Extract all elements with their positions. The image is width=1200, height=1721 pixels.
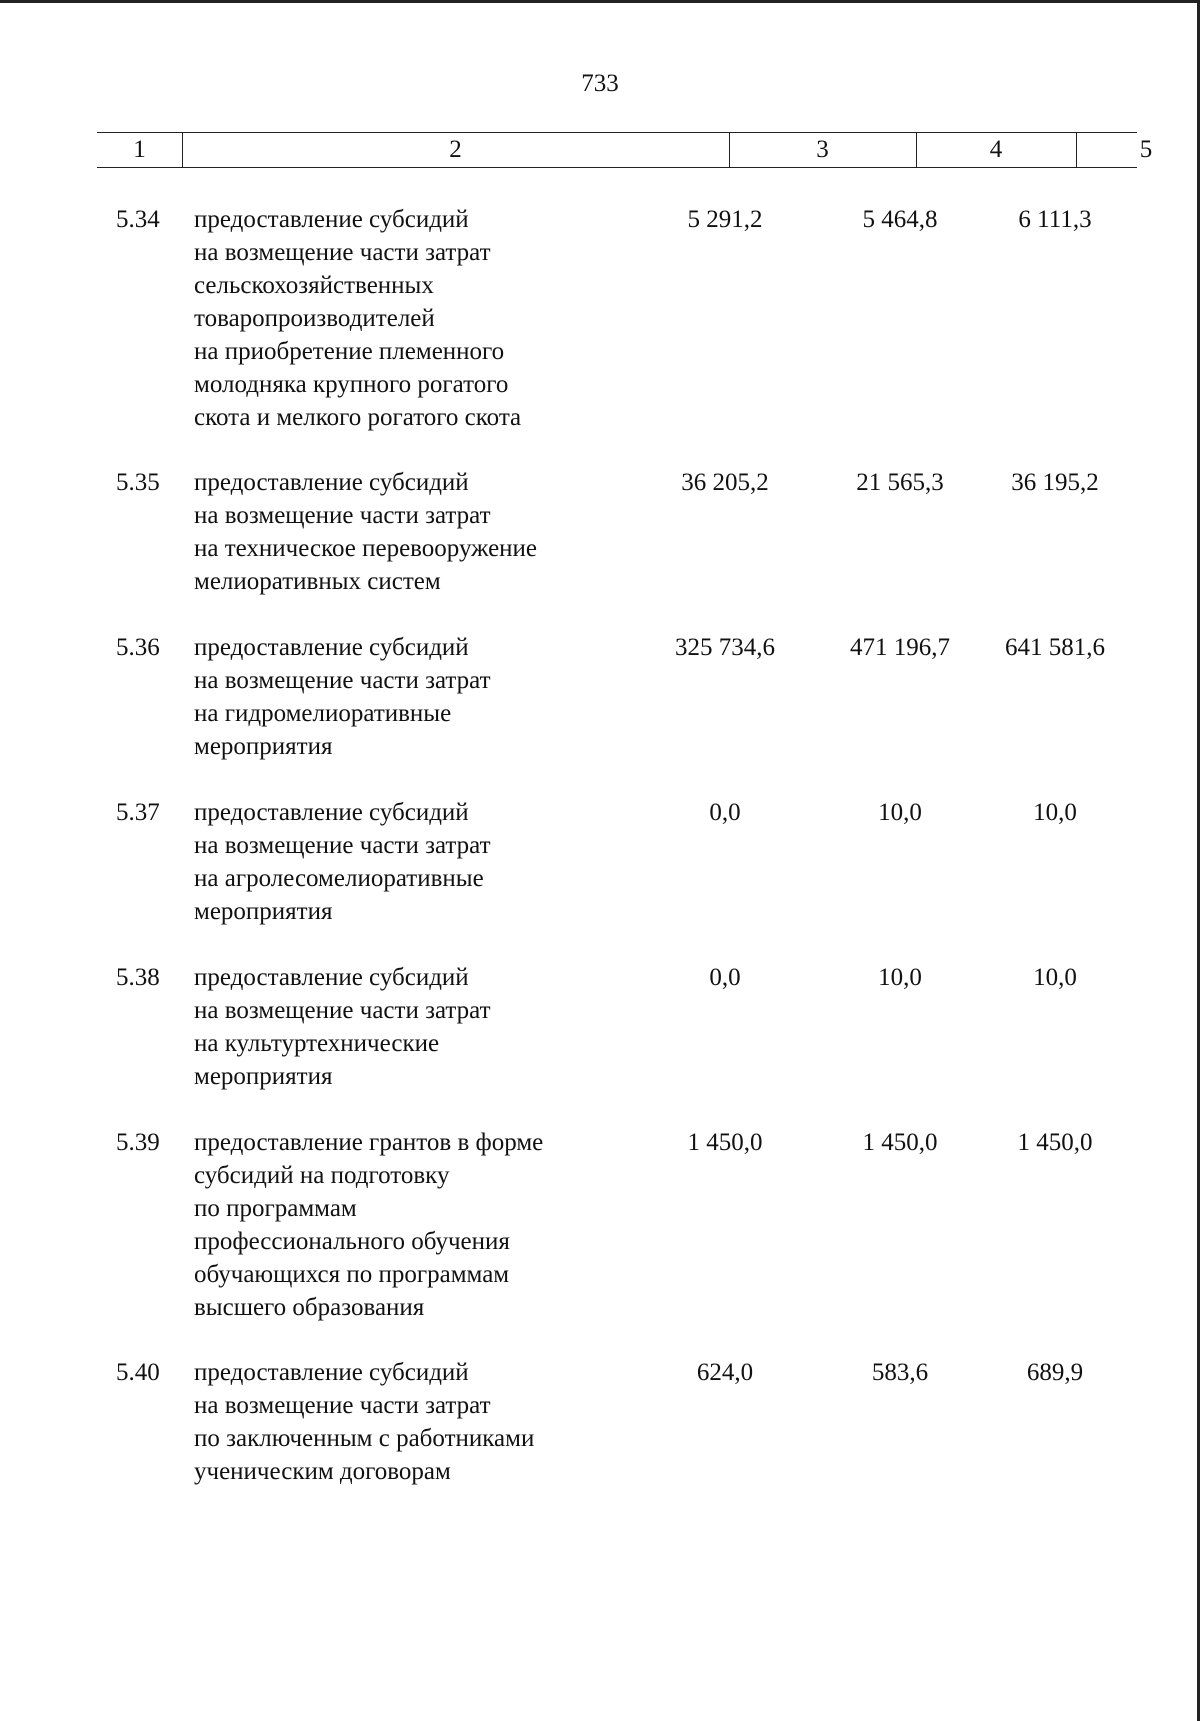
row-number: 5.40 [116,1359,160,1386]
row-value-col-4: 21 565,3 [856,469,944,496]
row-value-col-4: 5 464,8 [862,206,938,233]
row-value-col-3: 5 291,2 [687,206,763,233]
row-value-col-3: 325 734,6 [675,634,775,661]
row-number: 5.36 [116,634,160,661]
scan-edge-top [0,0,1200,3]
row-description: предоставление субсидий на возмещение части затрат на агролесомелиоративные мероприятия [194,799,491,925]
header-col-5: 5 [1139,136,1153,163]
row-value-col-5: 36 195,2 [1011,469,1099,496]
row-value-col-4: 10,0 [878,964,922,991]
row-value-col-4: 471 196,7 [850,634,950,661]
row-value-col-5: 6 111,3 [1018,206,1092,233]
header-col-2: 2 [182,133,730,167]
row-description: предоставление субсидий на возмещение части затрат на гидромелиоративные мероприятия [194,634,491,760]
row-description: предоставление субсидий на возмещение части затрат на техническое перевооружение мелиоративных систем [194,469,538,595]
row-description: предоставление грантов в форме субсидий на подготовку по программам профессионального обучения обучающихся по программам высшего образования [194,1129,544,1321]
row-value-col-4: 583,6 [871,1359,929,1386]
row-value-col-3: 0,0 [709,964,741,991]
row-value-col-5: 1 450,0 [1017,1129,1093,1156]
row-number: 5.34 [116,206,160,233]
header-col-3: 3 [729,133,917,167]
row-value-col-3: 1 450,0 [687,1129,763,1156]
row-value-col-3: 624,0 [696,1359,754,1386]
row-value-col-3: 0,0 [709,799,741,826]
row-number: 5.38 [116,964,160,991]
row-value-col-3: 36 205,2 [681,469,769,496]
row-value-col-5: 10,0 [1033,964,1077,991]
table-header [97,132,1153,168]
row-description: предоставление субсидий на возмещение части затрат сельскохозяйственных товаропроизводителей на приобретение племенного молодняка крупного рогатого скота и мелкого рогатого скота [194,206,522,431]
row-number: 5.37 [116,799,160,826]
row-value-col-5: 10,0 [1033,799,1077,826]
row-value-col-4: 10,0 [878,799,922,826]
row-description: предоставление субсидий на возмещение части затрат на культуртехнические мероприятия [194,964,491,1090]
page-number: 733 [581,70,619,97]
header-col-4: 4 [916,133,1077,167]
row-number: 5.35 [116,469,160,496]
row-value-col-5: 689,9 [1026,1359,1084,1386]
header-col-1: 1 [97,133,183,167]
row-value-col-4: 1 450,0 [862,1129,938,1156]
row-value-col-5: 641 581,6 [1005,634,1105,661]
row-number: 5.39 [116,1129,160,1156]
row-description: предоставление субсидий на возмещение части затрат по заключенным с работниками ученическим договорам [194,1359,535,1485]
